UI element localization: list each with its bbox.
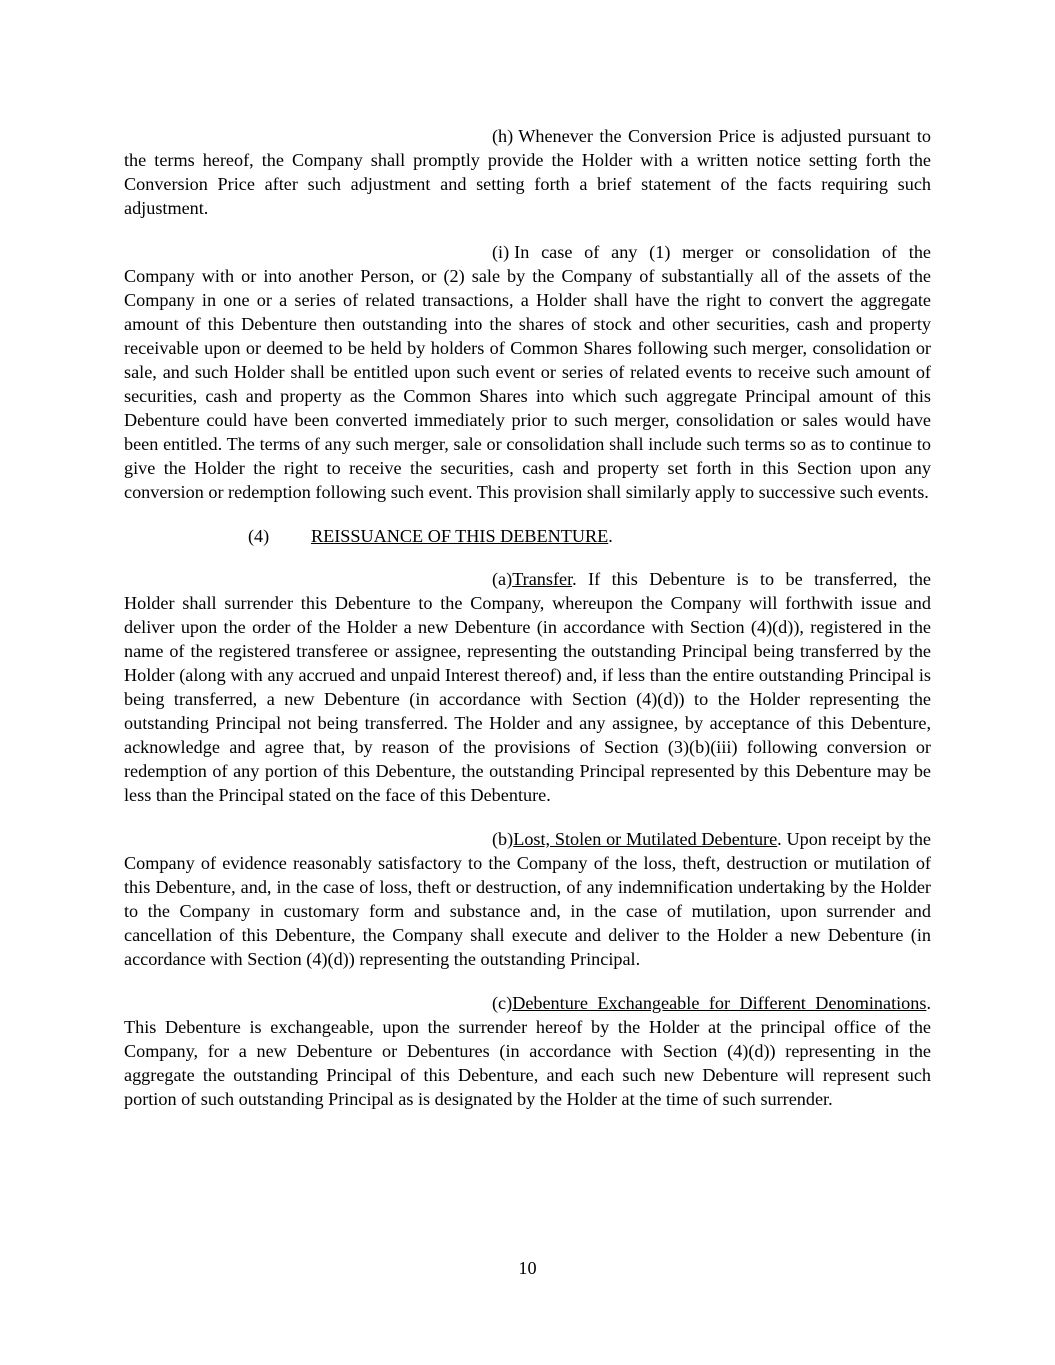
- section-heading-4: [124, 524, 931, 548]
- section-title: REISSUANCE OF THIS DEBENTURE: [311, 526, 609, 546]
- document-page: [124, 124, 931, 1131]
- paragraph-c: [124, 991, 931, 1111]
- paragraph-text: . Upon receipt by the Company of evidence reasonably satisfactory to the Company of the loss, theft, destruction or mutilation of this Debenture, and, in the case of loss, theft or destruction, of any indemnification undertaking by the Holder to the Company in customary form and substance and, in the case of mutilation, upon surrender and cancellation of this Debenture, the Company shall execute and deliver to the Holder a new Debenture (in accordance with Section (4)(d)) representing the outstanding Principal.: [124, 829, 931, 969]
- paragraph-marker: (i): [492, 242, 510, 262]
- paragraph-marker: (c): [492, 993, 513, 1013]
- paragraph-title: Transfer: [512, 569, 573, 589]
- paragraph-marker: (h): [492, 126, 514, 146]
- paragraph-title: Lost, Stolen or Mutilated Debenture: [513, 829, 778, 849]
- paragraph-text: Whenever the Conversion Price is adjusted pursuant to the terms hereof, the Company shall promptly provide the Holder with a written notice setting forth the Conversion Price after such adjustment and setting forth a brief statement of the facts requiring such adjustment.: [124, 126, 931, 218]
- paragraph-i: [124, 240, 931, 504]
- section-title-end: .: [608, 526, 613, 546]
- paragraph-title: Debenture Exchangeable for Different Denominations: [512, 993, 927, 1013]
- paragraph-marker: (a): [492, 569, 513, 589]
- paragraph-text: . This Debenture is exchangeable, upon the surrender hereof by the Holder at the principal office of the Company, for a new Debenture or Debentures (in accordance with Section (4)(d)) representing in the aggregate the outstanding Principal of this Debenture, and each such new Debenture will represent such portion of such outstanding Principal as is designated by the Holder at the time of such surrender.: [124, 993, 931, 1109]
- paragraph-text: In case of any (1) merger or consolidation of the Company with or into another Person, or (2) sale by the Company of substantially all of the assets of the Company in one or a series of related transactions, a Holder shall have the right to convert the aggregate amount of this Debenture then outstanding into the shares of stock and other securities, cash and property receivable upon or deemed to be held by holders of Common Shares following such merger, consolidation or sale, and such Holder shall be entitled upon such event or series of related events to receive such amount of securities, cash and property as the Common Shares into which such aggregate Principal amount of this Debenture could have been converted immediately prior to such merger, consolidation or sales would have been entitled. The terms of any such merger, sale or consolidation shall include such terms so as to continue to give the Holder the right to receive the securities, cash and property set forth in this Section upon any conversion or redemption following such event. This provision shall similarly apply to successive such events.: [124, 242, 931, 502]
- page-number: 10: [518, 1258, 537, 1278]
- paragraph-text: . If this Debenture is to be transferred, the Holder shall surrender this Debenture to the Company, whereupon the Company will forthwith issue and deliver upon the order of the Holder a new Debenture (in accordance with Section (4)(d)), registered in the name of the registered transferee or assignee, representing the outstanding Principal being transferred by the Holder (along with any accrued and unpaid Interest thereof) and, if less than the entire outstanding Principal is being transferred, a new Debenture (in accordance with Section (4)(d)) to the Holder representing the outstanding Principal not being transferred. The Holder and any assignee, by acceptance of this Debenture, acknowledge and agree that, by reason of the provisions of Section (3)(b)(iii) following conversion or redemption of any portion of this Debenture, the outstanding Principal represented by this Debenture may be less than the Principal stated on the face of this Debenture.: [124, 569, 931, 805]
- paragraph-h: [124, 124, 931, 220]
- section-number: (4): [248, 526, 270, 546]
- paragraph-a: [124, 567, 931, 807]
- paragraph-marker: (b): [492, 829, 514, 849]
- paragraph-b: [124, 827, 931, 971]
